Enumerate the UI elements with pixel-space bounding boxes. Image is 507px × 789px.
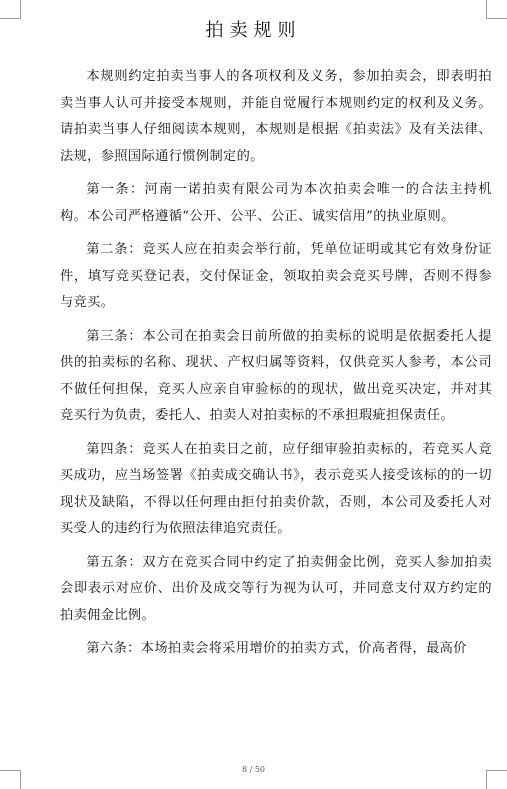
article-6-paragraph: 第六条：本场拍卖会将采用增价的拍卖方式，价高者得，最高价	[86, 641, 467, 656]
document-body	[60, 64, 492, 670]
article-1-paragraph: 第一条：河南一诺拍卖有限公司为本次拍卖会唯一的合法主持机构。本公司严格遵循“公开、公平、公正、诚实信用”的执业原则。	[60, 182, 492, 224]
intro-paragraph: 本规则约定拍卖当事人的各项权利及义务，参加拍卖会，即表明拍卖当事人认可并接受本规则，并能自觉履行本规则约定的权利及义务。请拍卖当事人仔细阅读本规则，本规则是根据《拍卖法》及有关法律、法规，参照国际通行惯例制定的。	[60, 69, 492, 164]
article-4-paragraph: 第四条：竞买人在拍卖日之前，应仔细审验拍卖标的，若竞买人竞买成功，应当场签署《拍卖成交确认书》，表示竞买人接受该标的的一切现状及缺陷，不得以任何理由拒付拍卖价款，否则，本公司及委托人对买受人的违约行为依照法律追究责任。	[60, 441, 492, 536]
article-2-paragraph: 第二条：竞买人应在拍卖会举行前，凭单位证明或其它有效身份证件，填写竞买登记表，交付保证金，领取拍卖会竞买号牌，否则不得参与竞买。	[60, 242, 492, 310]
page-number: 8 / 50	[241, 765, 266, 774]
document-title: 拍卖规则	[205, 20, 302, 41]
article-3-paragraph: 第三条：本公司在拍卖会日前所做的拍卖标的说明是依据委托人提供的拍卖标的名称、现状、产权归属等资料，仅供竞买人参考，本公司不做任何担保，竞买人应亲自审验标的的现状，做出竞买决定，并对其竞买行为负责，委托人、拍卖人对拍卖标的不承担瑕疵担保责任。	[60, 328, 492, 423]
article-5-paragraph: 第五条：双方在竞买合同中约定了拍卖佣金比例，竞买人参加拍卖会即表示对应价、出价及成交等行为视为认可，并同意支付双方约定的拍卖佣金比例。	[60, 554, 492, 623]
